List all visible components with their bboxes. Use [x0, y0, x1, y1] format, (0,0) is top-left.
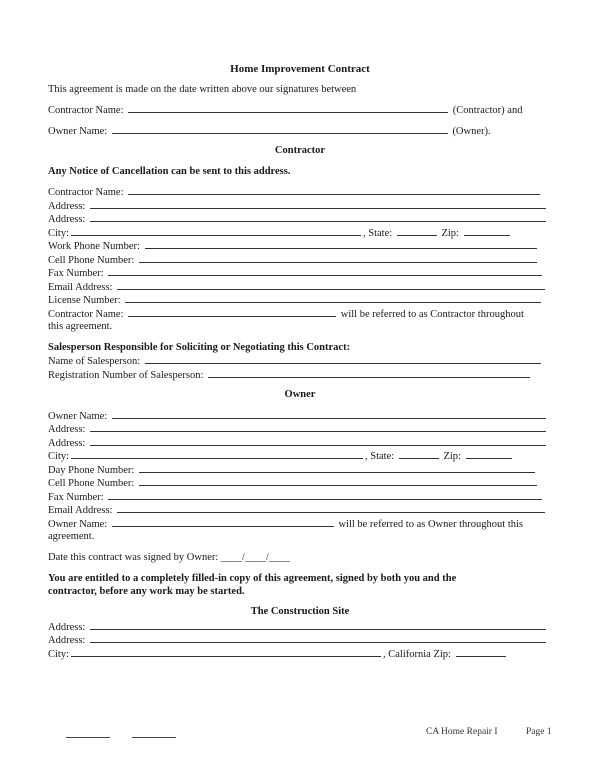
c-address2-label: Address:: [48, 214, 86, 225]
cs-address2-line: [48, 633, 554, 648]
o-email-field[interactable]: [117, 503, 545, 513]
salesperson-name-line: [48, 354, 554, 369]
o-state-label: , State:: [365, 451, 395, 462]
o-zip-label: Zip:: [443, 451, 461, 462]
document-title: Home Improvement Contract: [230, 63, 370, 75]
owner-name-field[interactable]: [112, 124, 448, 134]
contractor-name-suffix: (Contractor) and: [452, 105, 523, 116]
salesperson-reg-line: [48, 368, 554, 383]
footer-doc-name: CA Home Repair I: [426, 727, 498, 737]
entitlement-line-1: You are entitled to a completely filled-in copy of this agreement, signed by both you and the: [48, 573, 457, 584]
o-address2-label: Address:: [48, 438, 86, 449]
o-city-label: City:: [48, 451, 70, 462]
o-owner-name-label: Owner Name:: [48, 411, 108, 422]
date-signed-line: Date this contract was signed by Owner: ____/____/____: [48, 552, 290, 563]
cs-zip-label: , California Zip:: [383, 649, 451, 660]
c-fax-label: Fax Number:: [48, 268, 104, 279]
c-cell-phone-label: Cell Phone Number:: [48, 255, 135, 266]
cs-address2-field[interactable]: [90, 633, 546, 643]
o-email-line: [48, 503, 554, 518]
c-zip-field[interactable]: [464, 226, 510, 236]
c-email-label: Email Address:: [48, 282, 113, 293]
c-zip-label: Zip:: [441, 228, 459, 239]
contractor-name-line: [48, 103, 554, 118]
c-state-label: , State:: [363, 228, 393, 239]
salesperson-heading: Salesperson Responsible for Soliciting or Negotiating this Contract:: [48, 342, 351, 353]
o-address1-line: [48, 422, 554, 437]
cs-address1-field[interactable]: [90, 620, 546, 630]
cs-city-line: [48, 647, 554, 662]
c-address2-line: [48, 212, 554, 227]
c-contractor-name-field[interactable]: [128, 185, 540, 195]
c-address1-label: Address:: [48, 201, 86, 212]
construction-site-heading: The Construction Site: [250, 606, 350, 617]
o-state-field[interactable]: [399, 449, 439, 459]
contractor-heading: Contractor: [274, 145, 326, 156]
c-fax-field[interactable]: [108, 266, 542, 276]
o-cell-phone-field[interactable]: [139, 476, 537, 486]
o-owner-ref-text: will be referred to as Owner throughout this: [338, 519, 524, 530]
c-email-field[interactable]: [117, 280, 545, 290]
c-contractor-name-line: [48, 185, 554, 200]
owner-heading: Owner: [284, 389, 316, 400]
cs-zip-field[interactable]: [456, 647, 506, 657]
owner-initials-line[interactable]: [66, 737, 110, 738]
o-address1-field[interactable]: [90, 422, 546, 432]
salesperson-reg-field[interactable]: [208, 368, 530, 378]
o-fax-label: Fax Number:: [48, 492, 104, 503]
contractor-name-field[interactable]: [128, 103, 448, 113]
c-cell-phone-field[interactable]: [139, 253, 537, 263]
cs-address1-label: Address:: [48, 622, 86, 633]
c-address2-field[interactable]: [90, 212, 546, 222]
contractor-initials-line[interactable]: [132, 737, 176, 738]
c-contractor-ref-field[interactable]: [128, 307, 336, 317]
intro-text: This agreement is made on the date written above our signatures between: [48, 84, 357, 95]
cs-city-label: City:: [48, 649, 70, 660]
c-license-line: [48, 293, 554, 308]
cs-city-field[interactable]: [71, 647, 381, 657]
c-contractor-ref-text: will be referred to as Contractor throughout: [340, 309, 524, 320]
salesperson-name-label: Name of Salesperson:: [48, 356, 141, 367]
o-cell-phone-label: Cell Phone Number:: [48, 478, 135, 489]
o-zip-field[interactable]: [466, 449, 512, 459]
c-address1-field[interactable]: [90, 199, 546, 209]
footer-page-number: Page 1: [526, 727, 552, 737]
salesperson-name-field[interactable]: [145, 354, 541, 364]
c-work-phone-label: Work Phone Number:: [48, 241, 140, 252]
owner-name-label: Owner Name:: [48, 126, 108, 137]
c-city-label: City:: [48, 228, 70, 239]
owner-name-line: [48, 124, 554, 139]
c-city-field[interactable]: [71, 226, 361, 236]
o-city-line: [48, 449, 554, 464]
o-cell-phone-line: [48, 476, 554, 491]
c-license-field[interactable]: [125, 293, 541, 303]
c-contractor-ref-cont: this agreement.: [48, 321, 113, 332]
o-owner-ref-cont: agreement.: [48, 531, 95, 542]
c-work-phone-field[interactable]: [145, 239, 537, 249]
entitlement-line-2: contractor, before any work may be started.: [48, 586, 245, 597]
owner-name-suffix: (Owner).: [452, 126, 491, 137]
o-day-phone-label: Day Phone Number:: [48, 465, 135, 476]
c-state-field[interactable]: [397, 226, 437, 236]
o-address2-field[interactable]: [90, 436, 546, 446]
o-address1-label: Address:: [48, 424, 86, 435]
c-license-label: License Number:: [48, 295, 121, 306]
c-contractor-ref-label: Contractor Name:: [48, 309, 124, 320]
o-owner-name-field[interactable]: [112, 409, 546, 419]
contractor-name-label: Contractor Name:: [48, 105, 124, 116]
cs-address2-label: Address:: [48, 635, 86, 646]
o-fax-field[interactable]: [108, 490, 542, 500]
c-fax-line: [48, 266, 554, 281]
salesperson-reg-label: Registration Number of Salesperson:: [48, 370, 204, 381]
c-work-phone-line: [48, 239, 554, 254]
cancellation-notice: Any Notice of Cancellation can be sent to this address.: [48, 166, 291, 177]
o-email-label: Email Address:: [48, 505, 113, 516]
o-day-phone-field[interactable]: [139, 463, 535, 473]
o-city-field[interactable]: [71, 449, 363, 459]
c-contractor-name-label: Contractor Name:: [48, 187, 124, 198]
o-owner-ref-field[interactable]: [112, 517, 334, 527]
o-owner-ref-label: Owner Name:: [48, 519, 108, 530]
